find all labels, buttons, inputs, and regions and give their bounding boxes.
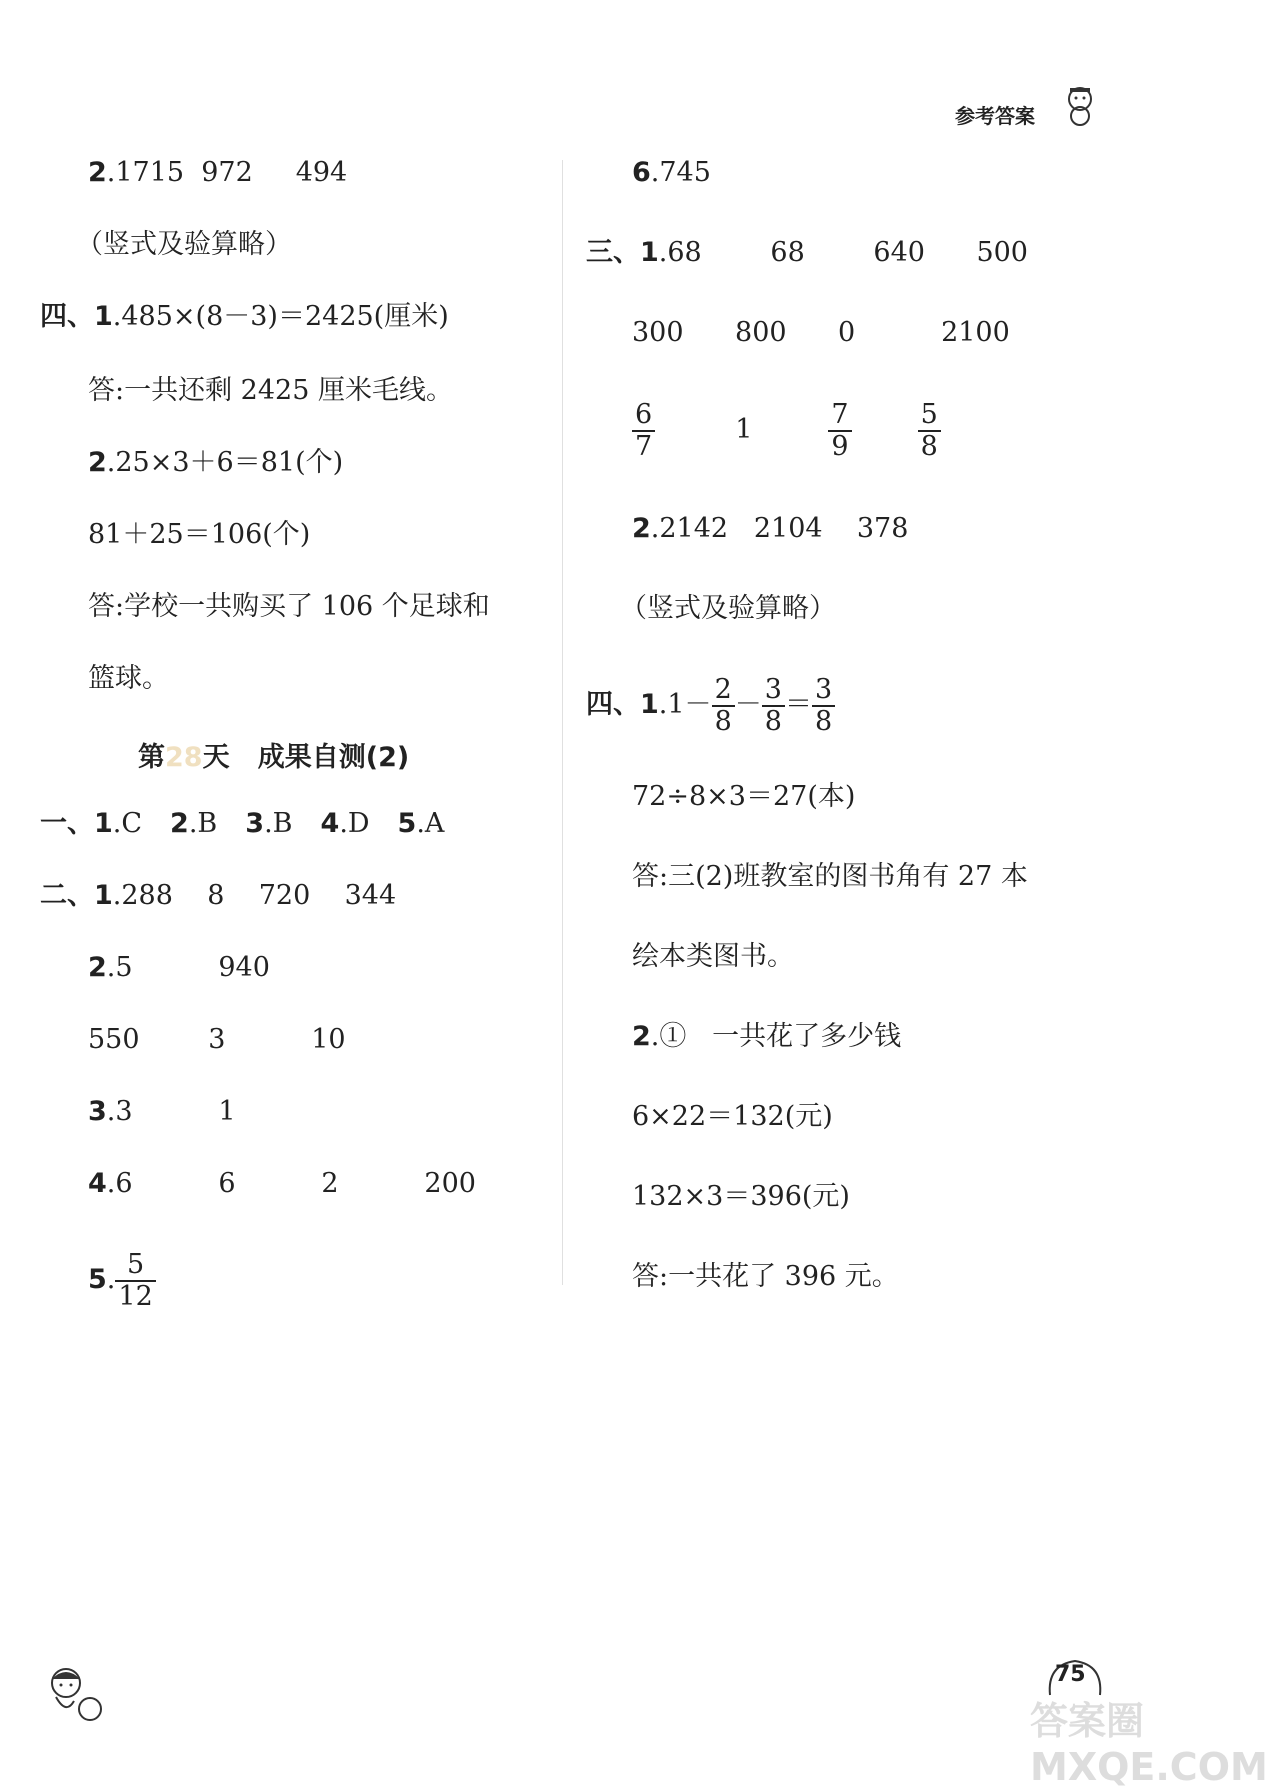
answer-value: .B bbox=[188, 808, 218, 839]
fraction-numerator: 3 bbox=[762, 675, 785, 707]
item-number: 2 bbox=[632, 513, 651, 544]
fraction bbox=[632, 400, 655, 462]
line-text: .5 940 bbox=[106, 952, 270, 983]
section-label: 四、 bbox=[586, 689, 640, 720]
line-text: .288 8 720 344 bbox=[112, 880, 397, 911]
heading-prefix: 第 bbox=[138, 742, 165, 773]
fraction bbox=[115, 1250, 155, 1312]
item-number: 2 bbox=[88, 157, 107, 188]
item-number: 1 bbox=[94, 301, 113, 332]
answer-value: .C bbox=[112, 808, 143, 839]
section-label: 一、 bbox=[40, 808, 94, 839]
section-heading bbox=[138, 735, 409, 774]
left-line-11 bbox=[88, 951, 270, 985]
fraction-denominator: 8 bbox=[764, 705, 782, 737]
item-number: 2 bbox=[632, 1021, 651, 1052]
fraction-numerator: 2 bbox=[712, 675, 735, 707]
left-line-9 bbox=[40, 807, 444, 841]
child-icon bbox=[38, 1665, 106, 1725]
item-number: 4 bbox=[320, 808, 340, 839]
right-line-11 bbox=[632, 1020, 901, 1054]
watermark: 答案圈 MXQE.COM bbox=[1030, 1699, 1268, 1789]
section-label: 四、 bbox=[40, 301, 94, 332]
right-line-10: 绘本类图书。 bbox=[632, 941, 794, 972]
left-line-15: 5. $\frac{5}{12}$ bbox=[88, 1240, 156, 1320]
line-text: .3 1 bbox=[106, 1096, 236, 1127]
whole-number: 1 bbox=[735, 414, 753, 445]
line-text: .485×(8－3)＝2425(厘米) bbox=[112, 301, 449, 332]
item-number: 3 bbox=[245, 808, 265, 839]
item-number: 2 bbox=[88, 447, 107, 478]
item-number: 3 bbox=[88, 1096, 107, 1127]
item-number: 1 bbox=[640, 237, 659, 268]
line-text: .6 6 2 200 bbox=[106, 1168, 476, 1199]
page-number: 75 bbox=[1055, 1662, 1086, 1687]
right-line-3: 300 800 0 2100 bbox=[632, 317, 1010, 348]
line-text: .68 68 640 500 bbox=[658, 237, 1028, 268]
fraction bbox=[812, 675, 835, 737]
left-line-4: 答:一共还剩 2425 厘米毛线。 bbox=[88, 375, 453, 406]
line-text: .25×3＋6＝81(个) bbox=[106, 447, 344, 478]
equals-sign: ＝ bbox=[784, 689, 812, 720]
fraction-numerator: 5 bbox=[115, 1250, 155, 1282]
left-line-3 bbox=[40, 300, 449, 334]
left-line-7: 答:学校一共购买了 106 个足球和 bbox=[88, 591, 490, 622]
fraction-denominator: 9 bbox=[831, 430, 849, 462]
fraction bbox=[828, 400, 851, 462]
heading-day: 28 bbox=[165, 742, 203, 773]
line-text: .745 bbox=[650, 157, 711, 188]
fraction bbox=[918, 400, 941, 462]
left-line-6: 81＋25＝106(个) bbox=[88, 519, 311, 550]
answer-value: .A bbox=[416, 808, 445, 839]
fraction-denominator: 8 bbox=[714, 705, 732, 737]
fraction-denominator: 12 bbox=[118, 1280, 153, 1312]
item-number: 1 bbox=[94, 880, 113, 911]
heading-suffix: 天 成果自测(2) bbox=[202, 742, 410, 773]
left-line-1 bbox=[88, 156, 347, 190]
item-number: 2 bbox=[170, 808, 189, 839]
right-line-4 bbox=[632, 395, 941, 465]
right-line-2 bbox=[586, 236, 1028, 270]
left-line-12: 550 3 10 bbox=[88, 1024, 346, 1055]
left-line-2: （竖式及验算略） bbox=[76, 229, 292, 260]
item-number: 5 bbox=[88, 1264, 107, 1295]
item-number: 2 bbox=[88, 952, 107, 983]
item-number: 5 bbox=[397, 808, 417, 839]
line-text: .① 一共花了多少钱 bbox=[650, 1021, 902, 1052]
section-label: 三、 bbox=[586, 237, 640, 268]
left-line-14 bbox=[88, 1167, 476, 1201]
answer-value: .D bbox=[339, 808, 370, 839]
section-label: 二、 bbox=[40, 880, 94, 911]
minus-sign: － bbox=[734, 689, 762, 720]
right-line-1 bbox=[632, 156, 711, 190]
right-line-9: 答:三(2)班教室的图书角有 27 本 bbox=[632, 861, 1028, 892]
right-line-13: 132×3＝396(元) bbox=[632, 1181, 850, 1212]
right-line-6: （竖式及验算略） bbox=[620, 593, 836, 624]
fraction-numerator: 7 bbox=[828, 400, 851, 432]
header-title: 参考答案 bbox=[955, 104, 1035, 128]
fraction-denominator: 7 bbox=[635, 430, 653, 462]
answer-value: .B bbox=[264, 808, 293, 839]
column-divider bbox=[562, 160, 563, 1285]
line-text: .2142 2104 378 bbox=[650, 513, 909, 544]
item-number: 1 bbox=[94, 808, 113, 839]
expression-start: .1－ bbox=[658, 689, 712, 720]
left-line-13 bbox=[88, 1095, 236, 1129]
line-text: .1715 972 494 bbox=[106, 157, 348, 188]
item-number: 4 bbox=[88, 1168, 107, 1199]
fraction-denominator: 8 bbox=[814, 705, 833, 737]
right-line-12: 6×22＝132(元) bbox=[632, 1101, 833, 1132]
fraction bbox=[712, 675, 735, 737]
snowman-icon bbox=[1060, 85, 1100, 127]
left-line-8: 篮球。 bbox=[88, 663, 169, 694]
item-number: 6 bbox=[632, 157, 651, 188]
fraction-numerator: 6 bbox=[632, 400, 655, 432]
left-line-5 bbox=[88, 446, 343, 480]
right-line-7 bbox=[586, 670, 835, 740]
fraction-numerator: 5 bbox=[918, 400, 941, 432]
right-line-8: 72÷8×3＝27(本) bbox=[632, 781, 856, 812]
fraction-denominator: 8 bbox=[920, 430, 938, 462]
fraction bbox=[762, 675, 785, 737]
fraction-numerator: 3 bbox=[812, 675, 835, 707]
right-line-14: 答:一共花了 396 元。 bbox=[632, 1261, 899, 1292]
left-line-10 bbox=[40, 879, 396, 913]
item-number: 1 bbox=[640, 689, 659, 720]
right-line-5 bbox=[632, 512, 908, 546]
